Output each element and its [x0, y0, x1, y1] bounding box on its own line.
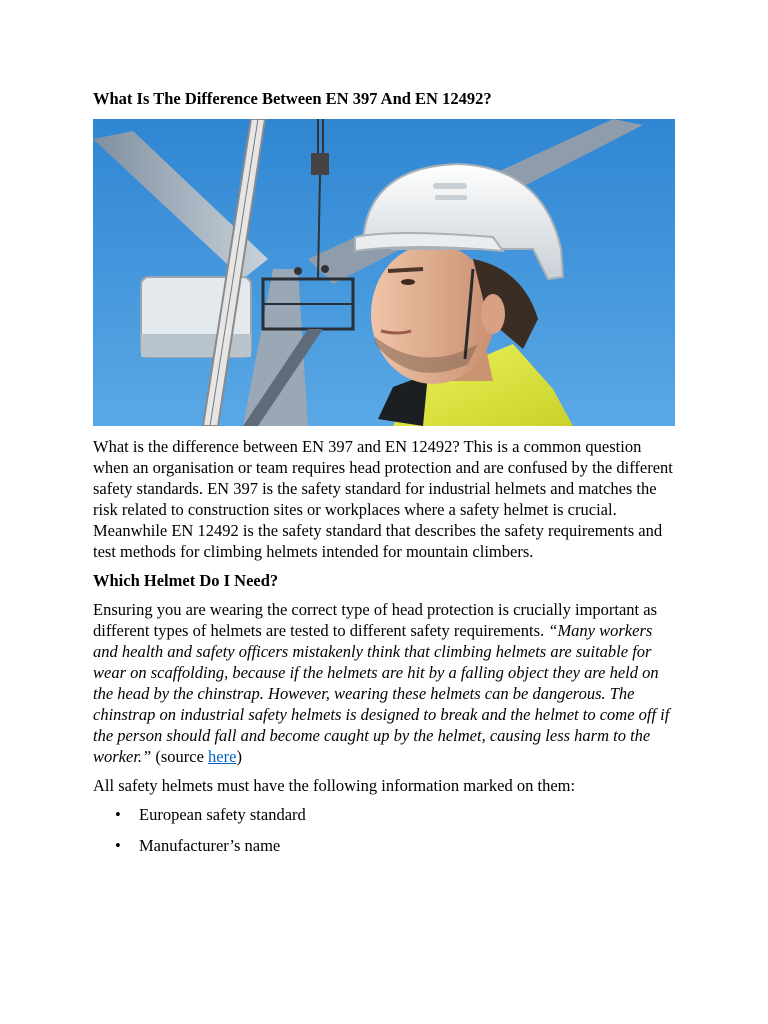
document-content [93, 89, 676, 866]
helmet-paragraph [93, 599, 676, 767]
list-item [93, 804, 676, 825]
marking-paragraph: All safety helmets must have the following information marked on them: [93, 776, 576, 795]
hero-image [93, 119, 675, 426]
source-suffix: ) [236, 747, 242, 766]
bullet-icon: • [115, 836, 121, 855]
list-item-text: Manufacturer’s name [139, 836, 281, 855]
marking-list [93, 804, 676, 856]
source-prefix: (source [151, 747, 209, 766]
paragraph-lead: Ensuring you are wearing the correct type of head protection is crucially important as different types of helmets are tested to different safety requirements. [93, 600, 658, 640]
section-heading: Which Helmet Do I Need? [93, 571, 279, 590]
source-link[interactable]: here [208, 747, 237, 766]
article-title: What Is The Difference Between EN 397 And EN 12492? [93, 89, 492, 108]
quoted-text: “Many workers and health and safety officers mistakenly think that climbing helmets are suitable for wear on scaffolding, because if the helmets are hit by a falling object they are held on the head by the chinstrap. However, wearing these helmets can be dangerous. The chinstrap on industrial safety helmets is designed to break and the helmet to come off if the person should fall and become caught up by the helmet, causing less harm to the worker.” [93, 621, 670, 766]
bullet-icon: • [115, 805, 121, 824]
intro-paragraph: What is the difference between EN 397 and EN 12492? This is a common question when an organisation or team requires head protection and are confused by the different safety standards. EN 397 is the safety standard for industrial helmets and matches the risk related to construction sites or workplaces where a safety helmet is crucial. Meanwhile EN 12492 is the safety standard that describes the safety requirements and test methods for climbing helmets intended for mountain climbers. [93, 437, 673, 561]
list-item-text: European safety standard [139, 805, 306, 824]
list-item [93, 835, 676, 856]
